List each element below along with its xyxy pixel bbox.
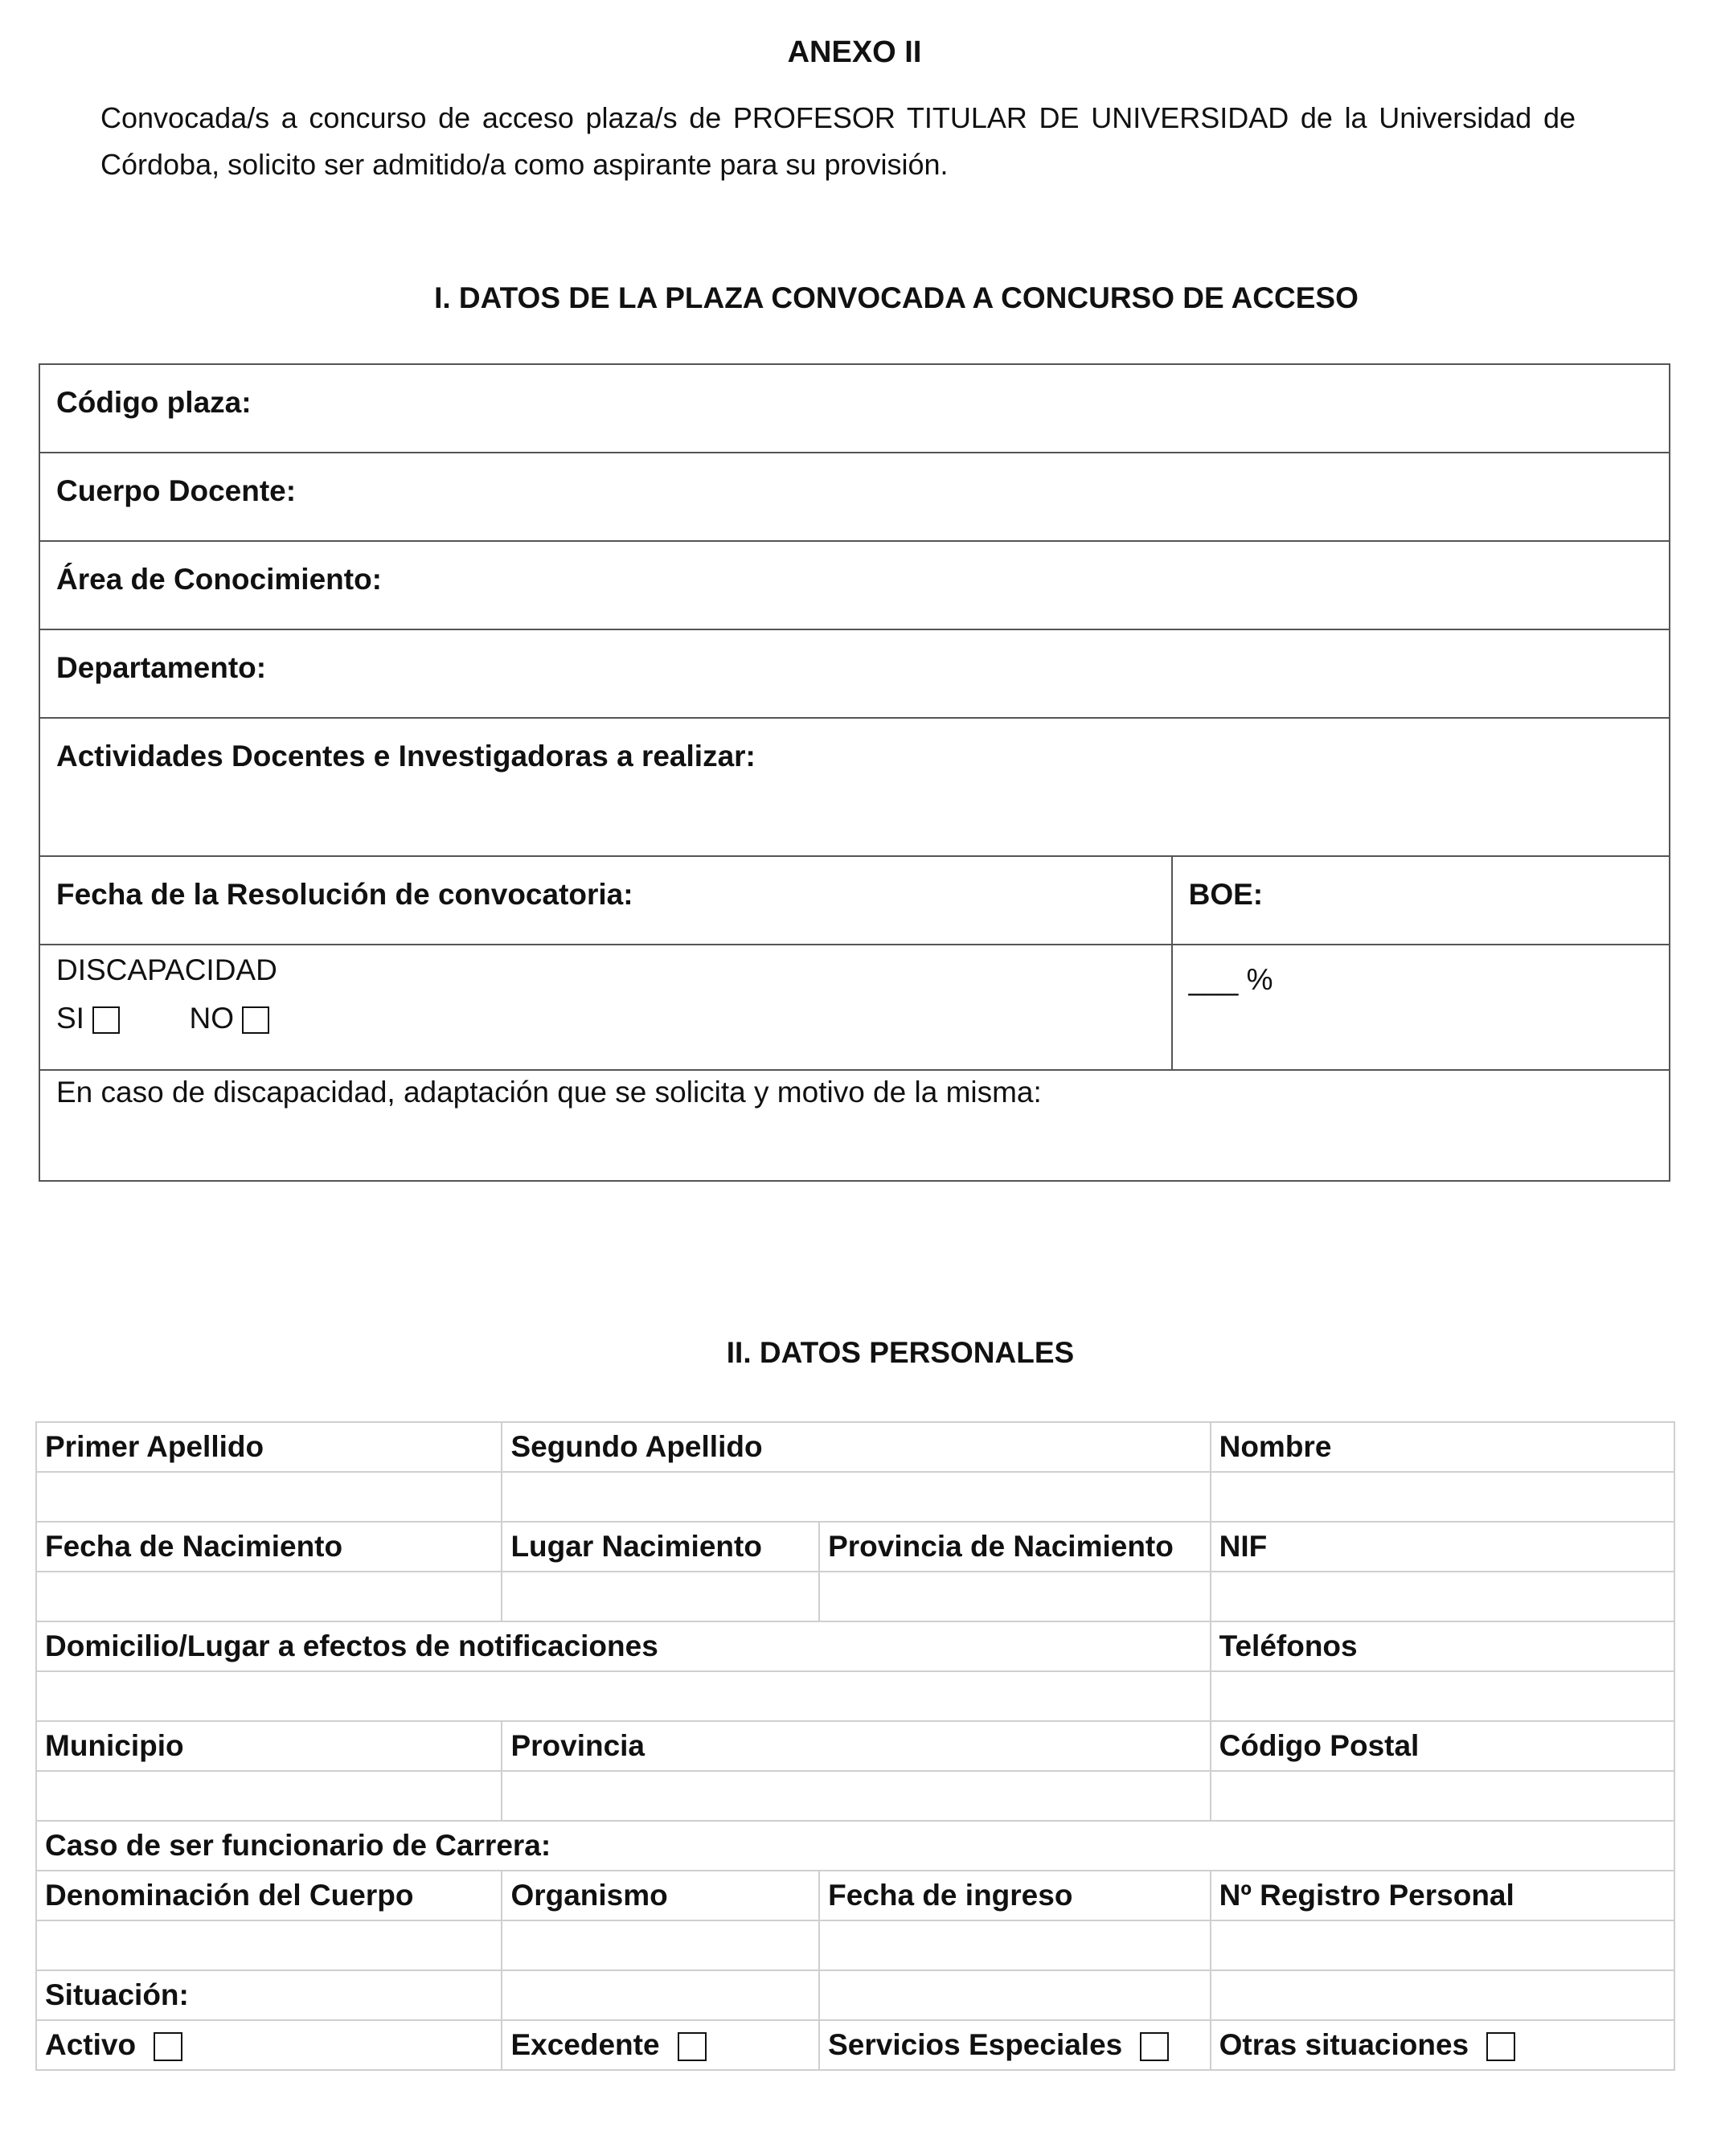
- otras-situaciones-option[interactable]: [1211, 2020, 1674, 2070]
- activo-option[interactable]: [36, 2020, 502, 2070]
- telefonos-label: Teléfonos: [1211, 1621, 1674, 1671]
- nif-input[interactable]: [1211, 1572, 1674, 1621]
- fecha-resolucion-field[interactable]: [39, 856, 1172, 945]
- actividades-field[interactable]: [39, 718, 1670, 856]
- cuerpo-docente-field[interactable]: [39, 453, 1670, 541]
- servicios-especiales-option[interactable]: [819, 2020, 1211, 2070]
- codigo-postal-label: Código Postal: [1211, 1721, 1674, 1771]
- excedente-checkbox[interactable]: [678, 2032, 707, 2061]
- porcentaje-cell[interactable]: [1172, 945, 1670, 1070]
- segundo-apellido-label: Segundo Apellido: [502, 1422, 1210, 1472]
- si-checkbox[interactable]: [92, 1006, 120, 1034]
- fecha-nacimiento-label: Fecha de Nacimiento: [36, 1522, 502, 1572]
- no-label: NO: [189, 1002, 235, 1035]
- domicilio-label: Domicilio/Lugar a efectos de notificaciones: [36, 1621, 1211, 1671]
- excedente-label: Excedente: [510, 2028, 660, 2061]
- boe-label: BOE:: [1188, 878, 1264, 911]
- fecha-ingreso-input[interactable]: [819, 1920, 1211, 1970]
- activo-label: Activo: [45, 2028, 137, 2061]
- municipio-label: Municipio: [36, 1721, 502, 1771]
- provincia-input[interactable]: [502, 1771, 1210, 1821]
- adaptacion-field[interactable]: [39, 1070, 1670, 1181]
- lugar-nacimiento-label: Lugar Nacimiento: [502, 1522, 819, 1572]
- primer-apellido-input[interactable]: [36, 1472, 502, 1522]
- funcionario-label: Caso de ser funcionario de Carrera:: [36, 1821, 1674, 1871]
- codigo-postal-input[interactable]: [1211, 1771, 1674, 1821]
- actividades-label: Actividades Docentes e Investigadoras a realizar:: [56, 740, 756, 773]
- area-conocimiento-label: Área de Conocimiento:: [56, 563, 382, 596]
- telefonos-input[interactable]: [1211, 1671, 1674, 1721]
- codigo-plaza-field[interactable]: [39, 364, 1670, 453]
- registro-personal-label: Nº Registro Personal: [1211, 1871, 1674, 1920]
- situacion-empty-1: [502, 1970, 819, 2020]
- organismo-input[interactable]: [502, 1920, 819, 1970]
- lugar-nacimiento-input[interactable]: [502, 1572, 819, 1621]
- nombre-input[interactable]: [1211, 1472, 1674, 1522]
- no-checkbox[interactable]: [242, 1006, 269, 1034]
- area-conocimiento-field[interactable]: [39, 541, 1670, 629]
- municipio-input[interactable]: [36, 1771, 502, 1821]
- servicios-especiales-label: Servicios Especiales: [828, 2028, 1123, 2061]
- provincia-nacimiento-label: Provincia de Nacimiento: [819, 1522, 1211, 1572]
- intro-paragraph: Convocada/s a concurso de acceso plaza/s de PROFESOR TITULAR DE UNIVERSIDAD de la Universidad de Córdoba, solicito ser admitido/a como aspirante para su provisión.: [100, 101, 1576, 181]
- otras-situaciones-label: Otras situaciones: [1219, 2028, 1469, 2061]
- porcentaje-label: ___ %: [1188, 963, 1273, 996]
- si-label: SI: [56, 1002, 84, 1035]
- provincia-nacimiento-input[interactable]: [819, 1572, 1211, 1621]
- registro-personal-input[interactable]: [1211, 1920, 1674, 1970]
- section-2-title: II. DATOS PERSONALES: [726, 1336, 1075, 1369]
- domicilio-input[interactable]: [36, 1671, 1211, 1721]
- fecha-nacimiento-input[interactable]: [36, 1572, 502, 1621]
- datos-personales-table: [35, 1421, 1675, 2071]
- departamento-field[interactable]: [39, 629, 1670, 718]
- denominacion-cuerpo-input[interactable]: [36, 1920, 502, 1970]
- boe-field[interactable]: [1172, 856, 1670, 945]
- nombre-label: Nombre: [1211, 1422, 1674, 1472]
- situacion-label: Situación:: [36, 1970, 502, 2020]
- discapacidad-cell: [39, 945, 1172, 1070]
- cuerpo-docente-label: Cuerpo Docente:: [56, 474, 297, 507]
- discapacidad-label: DISCAPACIDAD: [56, 953, 277, 986]
- otras-situaciones-checkbox[interactable]: [1486, 2032, 1515, 2061]
- plaza-table: [39, 363, 1670, 1182]
- activo-checkbox[interactable]: [154, 2032, 182, 2061]
- provincia-label: Provincia: [502, 1721, 1210, 1771]
- primer-apellido-label: Primer Apellido: [36, 1422, 502, 1472]
- codigo-plaza-label: Código plaza:: [56, 386, 252, 419]
- page-title: ANEXO II: [787, 35, 922, 69]
- organismo-label: Organismo: [502, 1871, 819, 1920]
- situacion-empty-2: [819, 1970, 1211, 2020]
- section-1-title: I. DATOS DE LA PLAZA CONVOCADA A CONCURSO DE ACCESO: [434, 281, 1359, 314]
- fecha-resolucion-label: Fecha de la Resolución de convocatoria:: [56, 878, 633, 911]
- segundo-apellido-input[interactable]: [502, 1472, 1210, 1522]
- servicios-especiales-checkbox[interactable]: [1140, 2032, 1169, 2061]
- departamento-label: Departamento:: [56, 651, 267, 684]
- excedente-option[interactable]: [502, 2020, 819, 2070]
- denominacion-cuerpo-label: Denominación del Cuerpo: [36, 1871, 502, 1920]
- adaptacion-label: En caso de discapacidad, adaptación que se solicita y motivo de la misma:: [56, 1076, 1042, 1109]
- situacion-empty-3: [1211, 1970, 1674, 2020]
- fecha-ingreso-label: Fecha de ingreso: [819, 1871, 1211, 1920]
- nif-label: NIF: [1211, 1522, 1674, 1572]
